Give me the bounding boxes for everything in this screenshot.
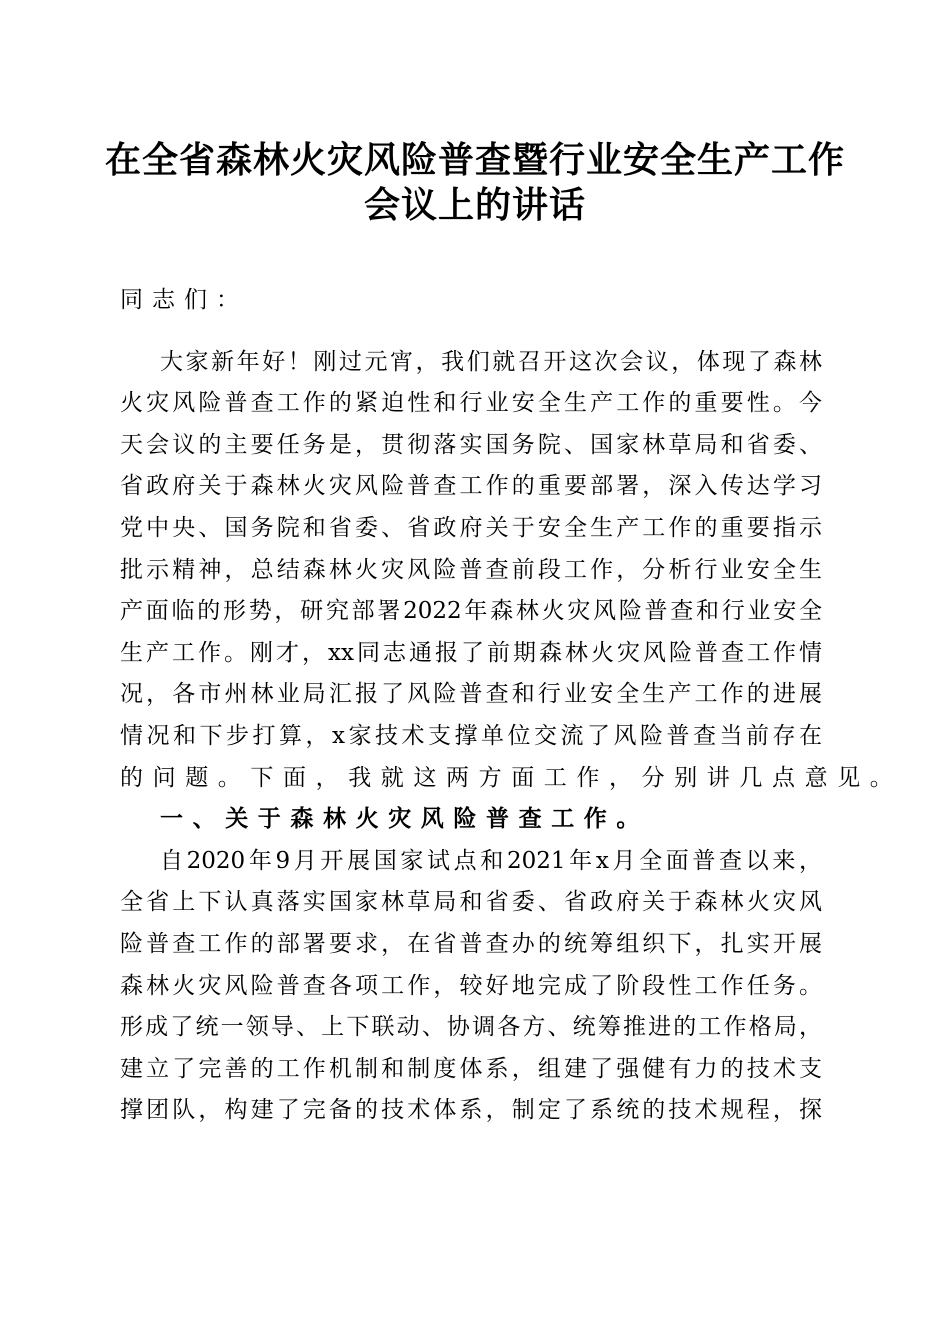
text-line: 形成了统一领导、上下联动、协调各方、统筹推进的工作格局， (120, 1014, 822, 1041)
text-line: 党中央、国务院和省委、省政府关于安全生产工作的重要指示 (120, 514, 822, 541)
paragraph (120, 841, 822, 1132)
document-title-line-2: 会议上的讲话 (363, 184, 586, 226)
salutation: 同志们： (120, 287, 248, 313)
text-line: 撑团队，构建了完备的技术体系，制定了系统的技术规程，探 (120, 1097, 822, 1124)
text-line: 情况和下步打算，x家技术支撑单位交流了风险普查当前存在 (120, 722, 822, 749)
text-line: 批示精神，总结森林火灾风险普查前段工作，分析行业安全生 (120, 556, 822, 583)
text-line: 省政府关于森林火灾风险普查工作的重要部署，深入传达学习 (120, 473, 822, 500)
text-line: 险普查工作的部署要求，在省普查办的统筹组织下，扎实开展 (120, 930, 822, 957)
section-heading (120, 799, 822, 841)
text-line: 自2020年9月开展国家试点和2021年x月全面普查以来， (160, 847, 822, 874)
text-line: 一、关于森林火灾风险普查工作。 (160, 806, 649, 833)
document-body (120, 280, 903, 1132)
text-line: 况，各市州林业局汇报了风险普查和行业安全生产工作的进展 (120, 681, 822, 708)
text-line: 森林火灾风险普查各项工作，较好地完成了阶段性工作任务。 (120, 972, 822, 999)
text-line: 大家新年好！刚过元宵，我们就召开这次会议，体现了森林 (160, 348, 822, 375)
text-line: 建立了完善的工作机制和制度体系，组建了强健有力的技术支 (120, 1055, 822, 1082)
text-line: 产面临的形势，研究部署2022年森林火灾风险普查和行业安全 (120, 598, 822, 625)
text-line: 天会议的主要任务是，贯彻落实国务院、国家林草局和省委、 (120, 431, 822, 458)
text-line: 全省上下认真落实国家林草局和省委、省政府关于森林火灾风 (120, 889, 822, 916)
text-line: 火灾风险普查工作的紧迫性和行业安全生产工作的重要性。今 (120, 390, 822, 417)
text-line: 生产工作。刚才，xx同志通报了前期森林火灾风险普查工作情 (120, 639, 822, 666)
text-line: 的问题。下面，我就这两方面工作，分别讲几点意见。 (120, 764, 903, 791)
paragraph (120, 342, 903, 800)
document-title-line-1: 在全省森林火灾风险普查暨行业安全生产工作 (104, 139, 845, 181)
